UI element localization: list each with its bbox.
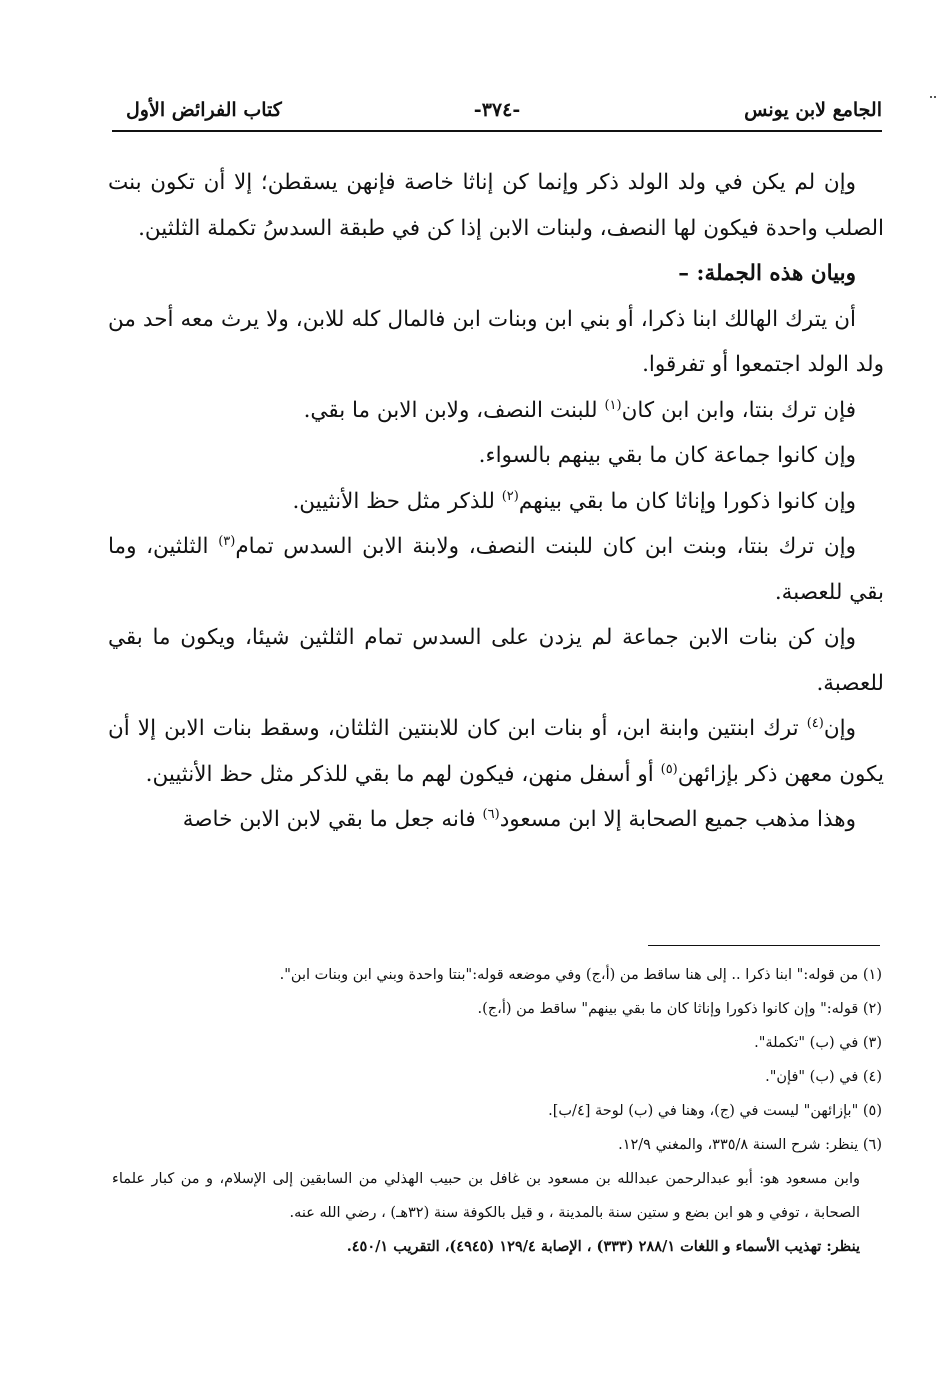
footnote-separator [648,945,880,946]
footnote-1: (١) من قوله:" ابنا ذكرا .. إلى هنا ساقط من (أ،ج) وفي موضعه قوله:"بنتا واحدة وبني ابن وبنات ابن". [279,967,882,983]
paragraph-5-text-a: وإن كانوا ذكورا وإناثا كان ما بقي بينهم [518,488,856,514]
page-number: -٣٧٤- [473,99,521,121]
paragraph-5 [108,479,884,525]
paragraph-8-text-c: أو أسفل منهن، فيكون لهم ما بقي للذكر مثل حظ الأنثيين. [145,761,661,787]
footnote-ref-3: (٣) [218,533,236,549]
scan-mark [930,96,936,102]
footnotes [112,958,882,1264]
footnote-6: (٦) ينظر: شرح السنة ٣٣٥/٨، والمغني ١٢/٩. [618,1137,882,1153]
footnote-ref-6: (٦) [482,806,500,822]
footnote-references: ينظر: تهذيب الأسماء و اللغات ٢٨٨/١ (٣٣٣) ، الإصابة ١٢٩/٤ (٤٩٤٥)، التقريب ٤٥٠/١. [346,1238,860,1255]
footnote-5: (٥) "بإزائهن" ليست في (ج)، وهنا في (ب) لوحة [٤/ب]. [548,1103,882,1119]
paragraph-9 [108,797,884,843]
paragraph-7: وإن كن بنات الابن جماعة لم يزدن على السدس تمام الثلثين شيئا، ويكون ما بقي للعصبة. [108,625,884,696]
footnote-ref-1: (١) [604,397,622,413]
chapter-title: كتاب الفرائض الأول [126,99,282,121]
paragraph-9-text-a: وهذا مذهب جميع الصحابة إلا ابن مسعود [499,807,856,832]
paragraph-3-text-b: للبنت النصف، ولابن الابن ما بقي. [303,397,605,423]
paragraph-6 [108,524,884,615]
paragraph-8 [108,706,884,797]
footnote-4: (٤) في (ب) "فإن". [765,1069,882,1085]
paragraph-6-text-a: وإن ترك بنتا، وبنت ابن كان للبنت النصف، ولابنة الابن السدس تمام [235,534,856,559]
paragraph-5-text-b: للذكر مثل حظ الأنثيين. [292,488,502,514]
paragraph-3-text-a: فإن ترك بنتا، وابن ابن كان [621,397,856,423]
paragraph-2: أن يترك الهالك ابنا ذكرا، أو بني ابن وبنات ابن فالمال كله للابن، ولا يرث معه أحد من ولد الولد اجتمعوا أو تفرقوا. [108,306,884,377]
paragraph-8-text-a: وإن [823,716,856,741]
footnote-2: (٢) قوله:" وإن كانوا ذكورا وإناثا كان ما بقي بينهم" ساقط من (أ،ج). [477,1001,882,1017]
page-header [112,97,882,127]
footnote-ref-4: (٤) [806,715,824,731]
footnote-biography: وابن مسعود هو: أبو عبدالرحمن عبدالله بن مسعود بن غافل بن حبيب الهذلي من السابقين إلى الإسلام، و من كبار علماء الصحابة ، توفي و هو ابن بضع و ستين سنة بالمدينة ، و قيل بالكوفة سنة (٣٢هـ) ، رضي الله عنه. [112,1171,860,1221]
paragraph-4: وإن كانوا جماعة كان ما بقي بينهم بالسواء. [478,443,856,468]
paragraph-9-text-b: فانه جعل ما بقي لابن الابن خاصة [182,807,483,832]
book-title: الجامع لابن يونس [744,99,882,121]
footnote-ref-2: (٢) [501,488,519,504]
paragraph-3 [108,388,884,434]
main-text [108,160,884,843]
paragraph-1: وإن لم يكن في ولد الولد ذكر وإنما كن إناثا خاصة فإنهن يسقطن؛ إلا أن تكون بنت الصلب واحدة فيكون لها النصف، ولبنات الابن إذا كن في طبقة السدسُ تكملة الثلثين. [108,170,884,241]
paragraph-6-text-b: الثلثين، وما بقي للعصبة. [108,534,884,605]
footnote-3: (٣) في (ب) "تكملة". [754,1035,882,1051]
section-heading: وبيان هذه الجملة: – [678,261,856,286]
footnote-ref-5: (٥) [660,761,678,777]
paragraph-8-text-b: ترك ابنتين وابنة ابن، أو بنات ابن كان للابنتين الثلثان، وسقط بنات الابن إلا أن يكون معهن ذكر بإزائهن [108,716,884,787]
header-rule [112,130,882,132]
